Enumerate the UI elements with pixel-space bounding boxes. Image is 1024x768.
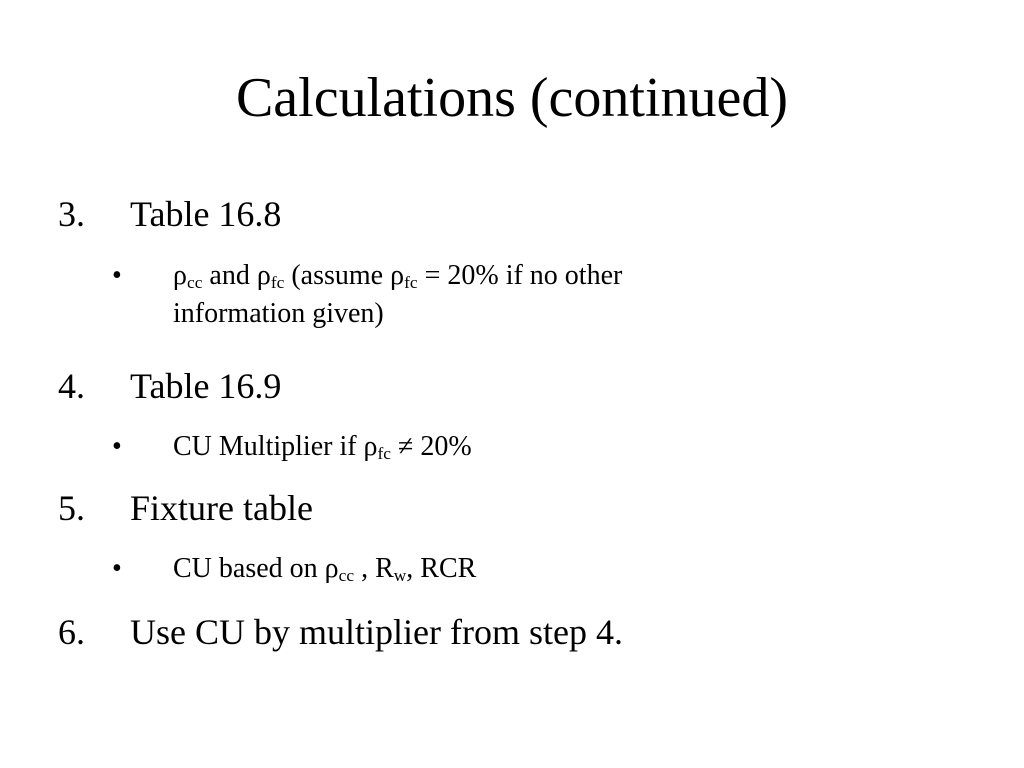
bullet-icon: • [112,260,122,291]
sub-bullet-3 [112,257,853,333]
list-item-5 [58,488,313,528]
sub-bullet-text: $\rho_{cc}$ and $\rho_{fc}$ (assume $\rho_{fc} = 20\%$ if no other information given) [173,260,623,329]
item-text: Fixture table [130,488,313,528]
list-item-4 [58,366,281,406]
sub-bullet-4 [112,428,853,466]
item-text: Table 16.9 [130,366,282,406]
item-number: 5. [58,488,85,528]
sub-bullet-text: CU Multiplier if $\rho_{fc} \ne 20\%$ [173,431,472,463]
item-text: Use CU by multiplier from step 4. [130,612,623,652]
sub-bullet-5 [112,550,853,588]
slide-title: Calculations (continued) [235,67,789,129]
list-item-3 [58,194,281,234]
item-number: 6. [58,612,85,652]
bullet-icon: • [112,553,122,584]
item-number: 4. [58,366,85,406]
item-text: Table 16.8 [130,194,282,234]
list-item-6 [58,612,623,652]
item-number: 3. [58,194,85,234]
bullet-icon: • [112,431,122,462]
sub-bullet-text: CU based on $\rho_{cc}$ , $R_w$, RCR [173,553,477,585]
